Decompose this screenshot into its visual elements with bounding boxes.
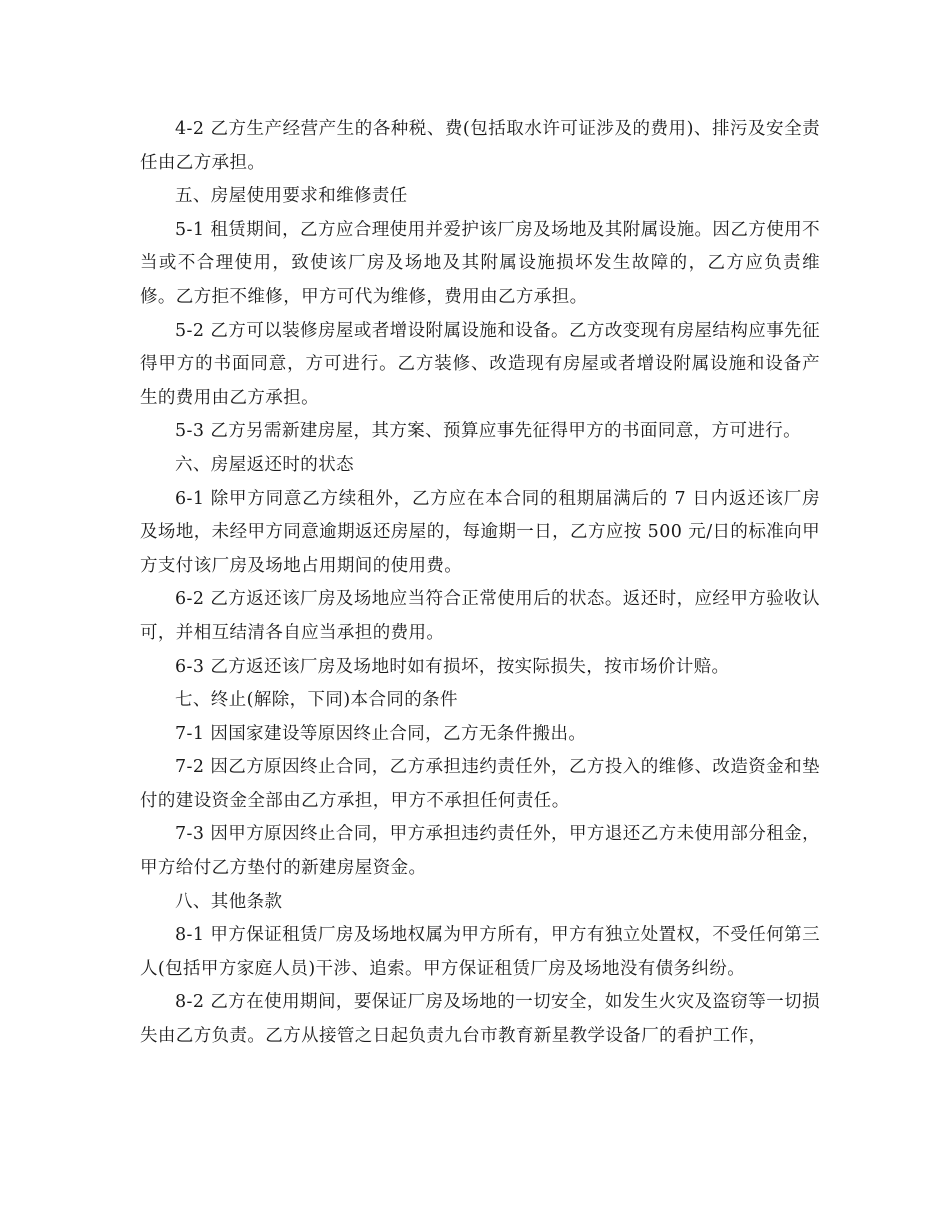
clause-5-2: 5-2 乙方可以装修房屋或者增设附属设施和设备。乙方改变现有房屋结构应事先征得甲方的书面同意，方可进行。乙方装修、改造现有房屋或者增设附属设施和设备产生的费用由乙方承担。 xyxy=(140,320,820,408)
clause-6-3: 6-3 乙方返还该厂房及场地时如有损坏，按实际损失，按市场价计赔。 xyxy=(175,656,730,677)
section-heading-5: 五、房屋使用要求和维修责任 xyxy=(175,186,408,207)
section-heading-6: 六、房屋返还时的状态 xyxy=(175,454,354,475)
clause-7-3: 7-3 因甲方原因终止合同，甲方承担违约责任外，甲方退还乙方未使用部分租金，甲方给付乙方垫付的新建房屋资金。 xyxy=(140,824,820,879)
clause-6-1: 6-1 除甲方同意乙方续租外，乙方应在本合同的租期届满后的 7 日内返还该厂房及场地，未经甲方同意逾期返还房屋的，每逾期一日，乙方应按 500 元/日的标准向甲方支付该厂房及场地占用期间的使用费。 xyxy=(140,488,820,576)
section-heading-7: 七、终止(解除，下同)本合同的条件 xyxy=(175,690,458,711)
clause-4-2: 4-2 乙方生产经营产生的各种税、费(包括取水许可证涉及的费用)、排污及安全责任由乙方承担。 xyxy=(140,119,820,173)
clause-8-2: 8-2 乙方在使用期间，要保证厂房及场地的一切安全，如发生火灾及盗窃等一切损失由乙方负责。乙方从接管之日起负责九台市教育新星教学设备厂的看护工作， xyxy=(140,992,820,1047)
section-heading-8: 八、其他条款 xyxy=(175,891,283,912)
document-body xyxy=(140,113,820,1054)
clause-7-2: 7-2 因乙方原因终止合同，乙方承担违约责任外，乙方投入的维修、改造资金和垫付的建设资金全部由乙方承担，甲方不承担任何责任。 xyxy=(140,757,820,811)
clause-7-1: 7-1 因国家建设等原因终止合同，乙方无条件搬出。 xyxy=(175,723,587,744)
clause-5-3: 5-3 乙方另需新建房屋，其方案、预算应事先征得甲方的书面同意，方可进行。 xyxy=(175,421,802,442)
clause-8-1: 8-1 甲方保证租赁厂房及场地权属为甲方所有，甲方有独立处置权，不受任何第三人(包括甲方家庭人员)干涉、追索。甲方保证租赁厂房及场地没有债务纠纷。 xyxy=(140,925,820,979)
clause-5-1: 5-1 租赁期间，乙方应合理使用并爱护该厂房及场地及其附属设施。因乙方使用不当或不合理使用，致使该厂房及场地及其附属设施损坏发生故障的，乙方应负责维修。乙方拒不维修，甲方可代为维修，费用由乙方承担。 xyxy=(140,219,820,307)
clause-6-2: 6-2 乙方返还该厂房及场地应当符合正常使用后的状态。返还时，应经甲方验收认可，并相互结清各自应当承担的费用。 xyxy=(140,589,820,643)
